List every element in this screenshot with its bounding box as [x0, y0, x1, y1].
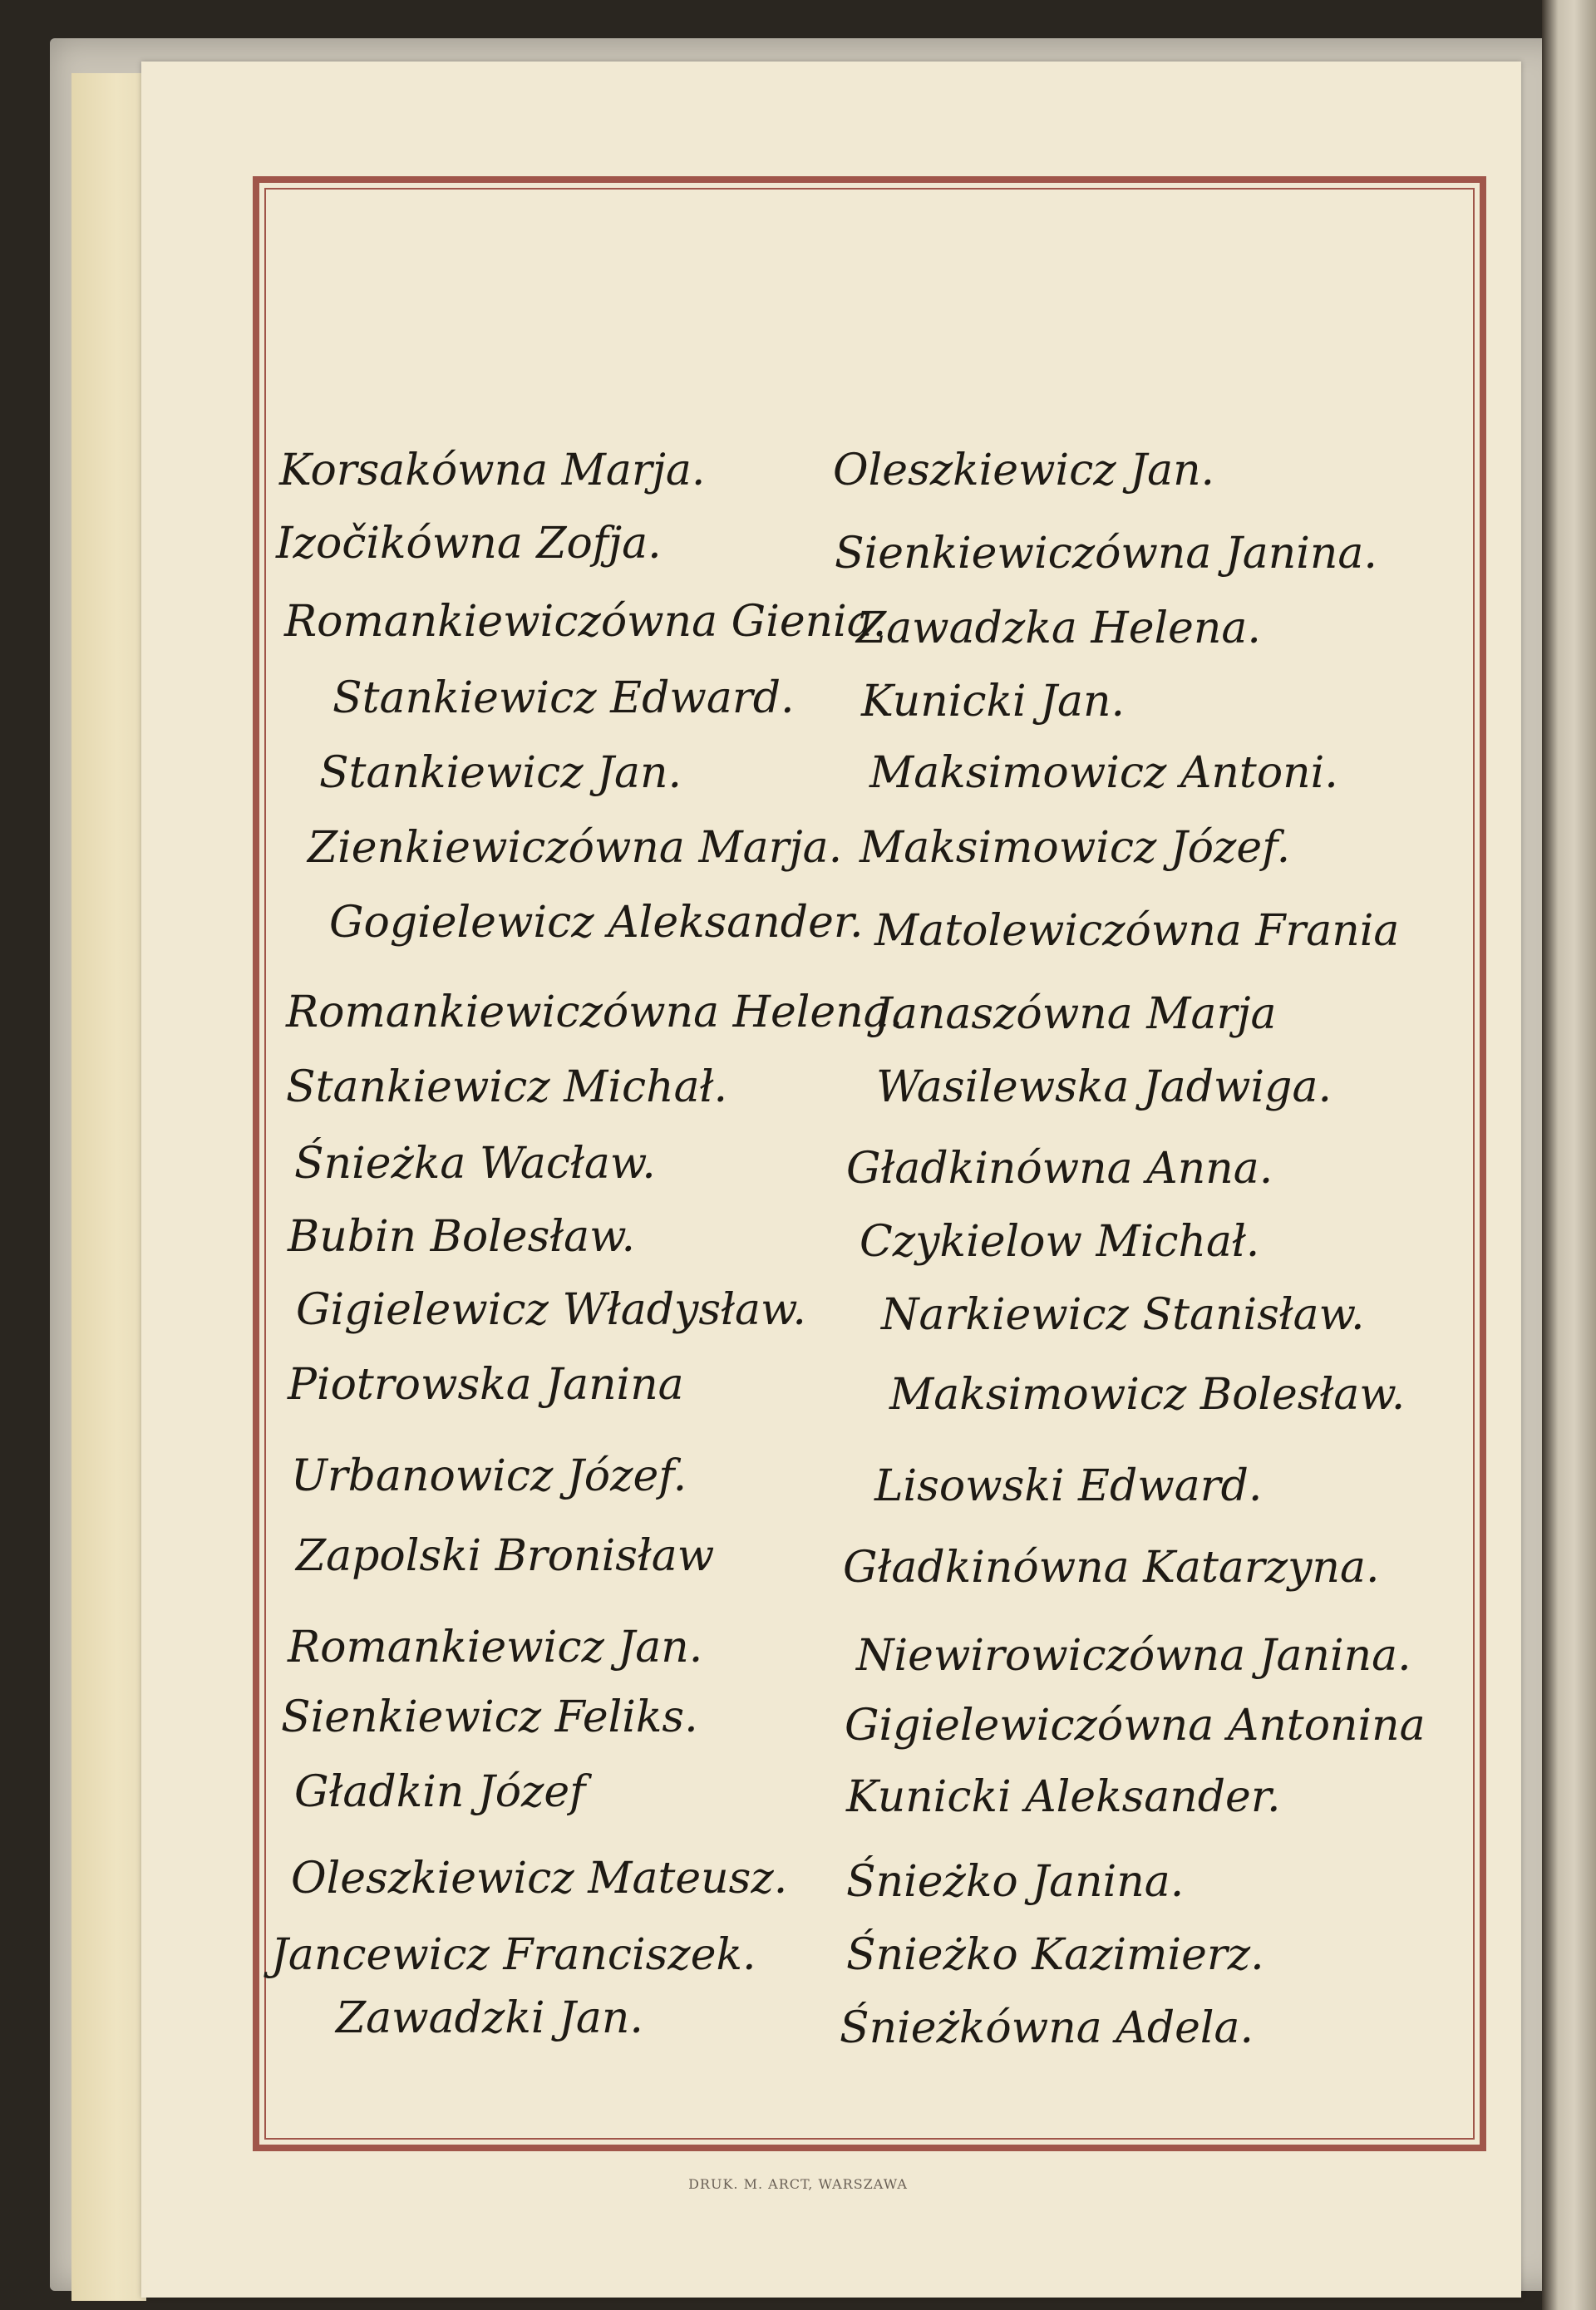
signature-left-10: Śnieżka Wacław. — [294, 1139, 656, 1189]
printer-imprint: DRUK. M. ARCT, WARSZAWA — [688, 2176, 908, 2192]
signature-left-11: Bubin Bolesław. — [288, 1212, 635, 1262]
signature-right-12: Narkiewicz Stanisław. — [881, 1290, 1365, 1340]
signature-left-12: Gigielewicz Władysław. — [296, 1285, 806, 1335]
signature-right-9: Wasilewska Jadwiga. — [876, 1062, 1332, 1112]
signature-right-8: Janaszówna Marja — [874, 989, 1277, 1039]
signature-right-17: Gigielewiczówna Antonina — [845, 1701, 1426, 1751]
signature-right-6: Maksimowicz Józef. — [860, 823, 1291, 873]
signature-right-15: Gładkinówna Katarzyna. — [843, 1543, 1380, 1593]
signature-right-4: Kunicki Jan. — [861, 677, 1125, 726]
signature-right-1: Oleszkiewicz Jan. — [833, 446, 1215, 495]
signature-left-9: Stankiewicz Michał. — [286, 1062, 727, 1112]
signature-right-20: Śnieżko Kazimierz. — [846, 1930, 1264, 1980]
signature-right-18: Kunicki Aleksander. — [846, 1772, 1281, 1822]
signature-right-11: Czykielow Michał. — [860, 1217, 1260, 1267]
signature-left-8: Romankiewiczówna Helena. — [286, 988, 904, 1037]
signature-left-13: Piotrowska Janina — [288, 1360, 684, 1410]
signature-left-14: Urbanowicz Józef. — [291, 1451, 687, 1501]
signature-left-17: Sienkiewicz Feliks. — [281, 1692, 698, 1742]
signature-left-3: Romankiewiczówna Gienia. — [284, 597, 887, 647]
signature-right-19: Śnieżko Janina. — [846, 1857, 1185, 1907]
signature-right-14: Lisowski Edward. — [874, 1461, 1263, 1511]
signature-right-13: Maksimowicz Bolesław. — [889, 1370, 1406, 1420]
signature-left-1: Korsakówna Marja. — [279, 446, 706, 495]
signature-left-18: Gładkin Józef — [294, 1767, 586, 1817]
signature-left-19: Oleszkiewicz Mateusz. — [291, 1854, 788, 1904]
signature-left-15: Zapolski Bronisław — [296, 1531, 715, 1581]
signature-right-10: Gładkinówna Anna. — [846, 1144, 1273, 1194]
signature-right-2: Sienkiewiczówna Janina. — [835, 529, 1377, 579]
signature-left-20: Jancewicz Franciszek. — [271, 1930, 756, 1980]
signature-right-21: Śnieżkówna Adela. — [840, 2003, 1254, 2053]
signature-right-16: Niewirowiczówna Janina. — [856, 1631, 1411, 1681]
signature-left-21: Zawadzki Jan. — [336, 1993, 643, 2043]
signature-right-5: Maksimowicz Antoni. — [869, 748, 1338, 798]
signature-left-6: Zienkiewiczówna Marja. — [308, 823, 843, 873]
signature-left-16: Romankiewicz Jan. — [288, 1623, 703, 1672]
signature-left-5: Stankiewicz Jan. — [319, 748, 682, 798]
signature-right-7: Matolewiczówna Frania — [874, 906, 1400, 956]
signature-left-7: Gogielewicz Aleksander. — [329, 898, 864, 948]
signature-left-2: Izočikówna Zofja. — [276, 519, 662, 569]
signature-left-4: Stankiewicz Edward. — [332, 673, 795, 723]
signature-right-3: Zawadzka Helena. — [856, 603, 1261, 653]
